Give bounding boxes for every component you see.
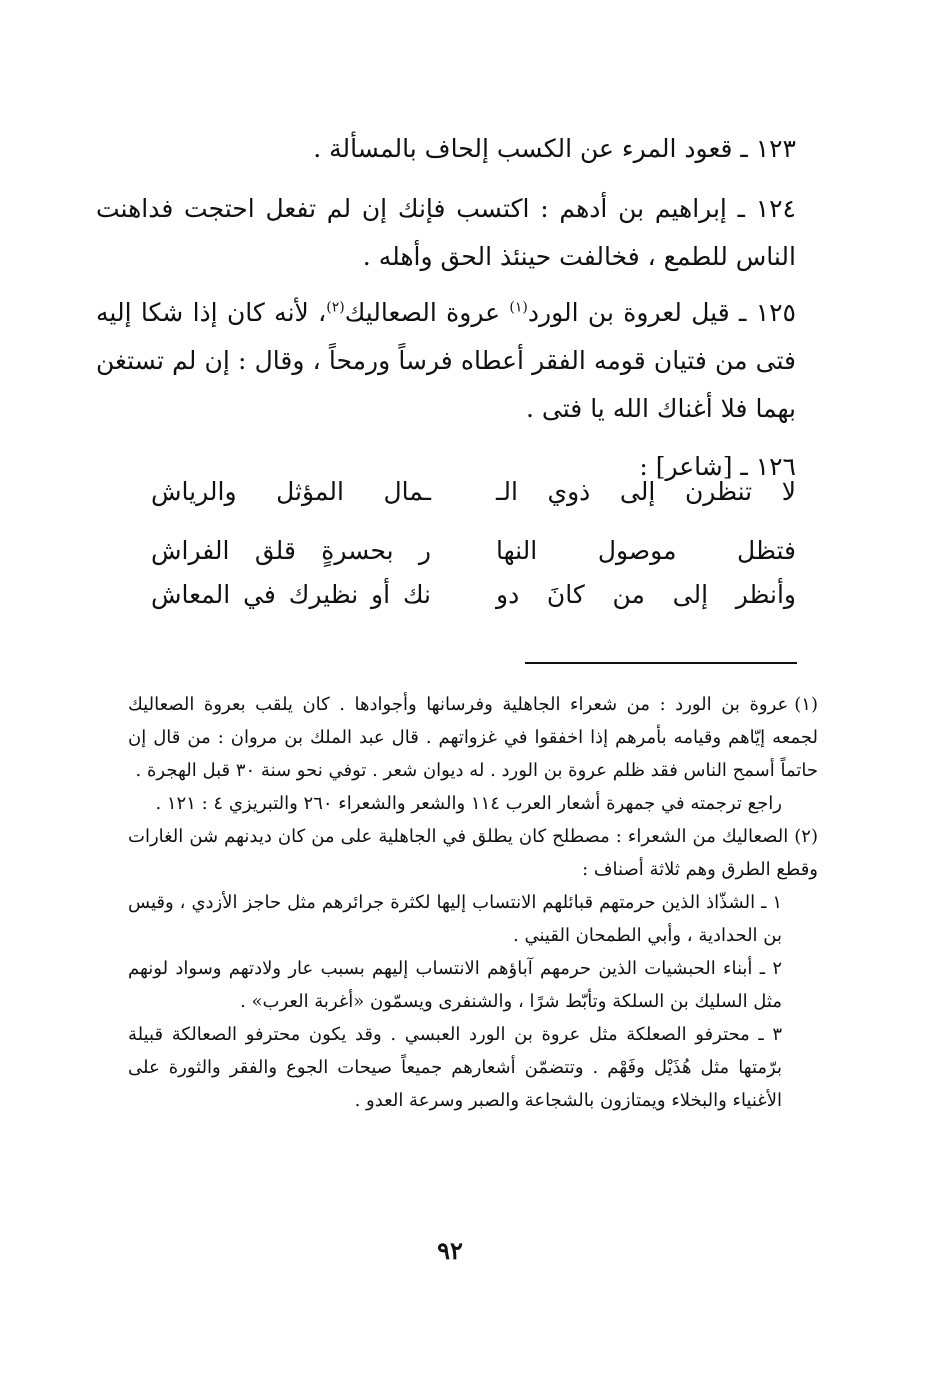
footnote-2-text: الصعاليك من الشعراء : مصطلح كان يطلق في الجاهلية على من كان ديدنهم شن الغارات وقطع الطرق وهم ثلاثة أصناف : xyxy=(128,826,818,880)
footnote-ref-2: (٢) xyxy=(326,299,345,316)
footnote-1-number: (١) xyxy=(794,694,818,715)
footnote-2-number: (٢) xyxy=(794,826,818,847)
footnote-ref-1: (١) xyxy=(509,299,528,316)
verse-3-second-hemistich: نك أو نظيرك في المعاش xyxy=(151,580,431,609)
paragraph-125 xyxy=(96,289,796,433)
verse-1-second-hemistich: ـمال المؤثل والرياش xyxy=(151,477,431,506)
paragraph-123: ١٢٣ ـ قعود المرء عن الكسب إلحاف بالمسألة . xyxy=(313,134,796,163)
verse-1-first-hemistich: لا تنظرن إلى ذوي الـ xyxy=(496,477,796,506)
footnotes xyxy=(128,688,818,1117)
paragraph-125-part-b: عروة الصعاليك xyxy=(344,298,510,327)
paragraph-125-part-a: ١٢٥ ـ قيل لعروة بن الورد xyxy=(527,298,796,327)
verse-2-first-hemistich: فتظل موصول النها xyxy=(496,536,796,565)
footnote-1-text: عروة بن الورد : من شعراء الجاهلية وفرسانها وأجوادها . كان يلقب بعروة الصعاليك لجمعه إيّاهم وقيامه بأمرهم إذا اخفقوا في غزواتهم . قال عبد الملك بن مروان : من قال إن حاتماً أسمح الناس فقد ظلم عروة بن الورد . له ديوان شعر . توفي نحو سنة ٣٠ قبل الهجرة . xyxy=(128,694,818,781)
page-number: ٩٢ xyxy=(437,1236,463,1265)
poem-verse-3 xyxy=(151,566,796,626)
footnote-2-item-1: ١ ـ الشذّاذ الذين حرمتهم قبائلهم الانتساب إليها لكثرة جرائرهم مثل حاجز الأزدي ، وقيس بن الحدادية ، وأبي الطمحان القيني . xyxy=(128,892,782,946)
verse-2-second-hemistich: ر بحسرةٍ قلق الفراش xyxy=(151,536,431,565)
footnote-2-item-3: ٣ ـ محترفو الصعلكة مثل عروة بن الورد العبسي . وقد يكون محترفو الصعالكة قبيلة برّمتها مثل هُذَيْل وفَهْم . وتتضمّن أشعارهم جميعاً صيحات الجوع والفقر والثورة على الأغنياء والبخلاء ويمتازون بالشجاعة والصبر وسرعة العدو . xyxy=(128,1024,782,1111)
poem-verse-1 xyxy=(151,463,796,523)
footnote-2 xyxy=(128,820,818,886)
footnote-separator xyxy=(525,662,797,664)
paragraph-124: ١٢٤ ـ إبراهيم بن أدهم : اكتسب فإنك إن لم تفعل احتجت فداهنت الناس للطمع ، فخالفت حينئذ الحق وأهله . xyxy=(96,194,796,271)
paragraph-125-part-c: ، لأنه كان إذا شكا إليه فتى من فتيان قومه الفقر أعطاه فرساً ورمحاً ، وقال : إن لم تستغن بهما فلا أغناك الله يا فتى . xyxy=(96,298,796,423)
footnote-2-item-2: ٢ ـ أبناء الحبشيات الذين حرمهم آباؤهم الانتساب إليهم بسبب عار ولادتهم وسواد لونهم مثل السليك بن السلكة وتأبّط شرًا ، والشنفرى ويسمّون «أغربة العرب» . xyxy=(128,958,782,1012)
footnote-1 xyxy=(128,688,818,787)
verse-3-first-hemistich: وأنظر إلى من كانَ دو xyxy=(496,580,796,609)
paragraph-126: ١٢٦ ـ [شاعر] : xyxy=(639,452,796,481)
footnote-1-reference: راجع ترجمته في جمهرة أشعار العرب ١١٤ والشعر والشعراء ٢٦٠ والتبريزي ٤ : ١٢١ . xyxy=(155,793,782,814)
